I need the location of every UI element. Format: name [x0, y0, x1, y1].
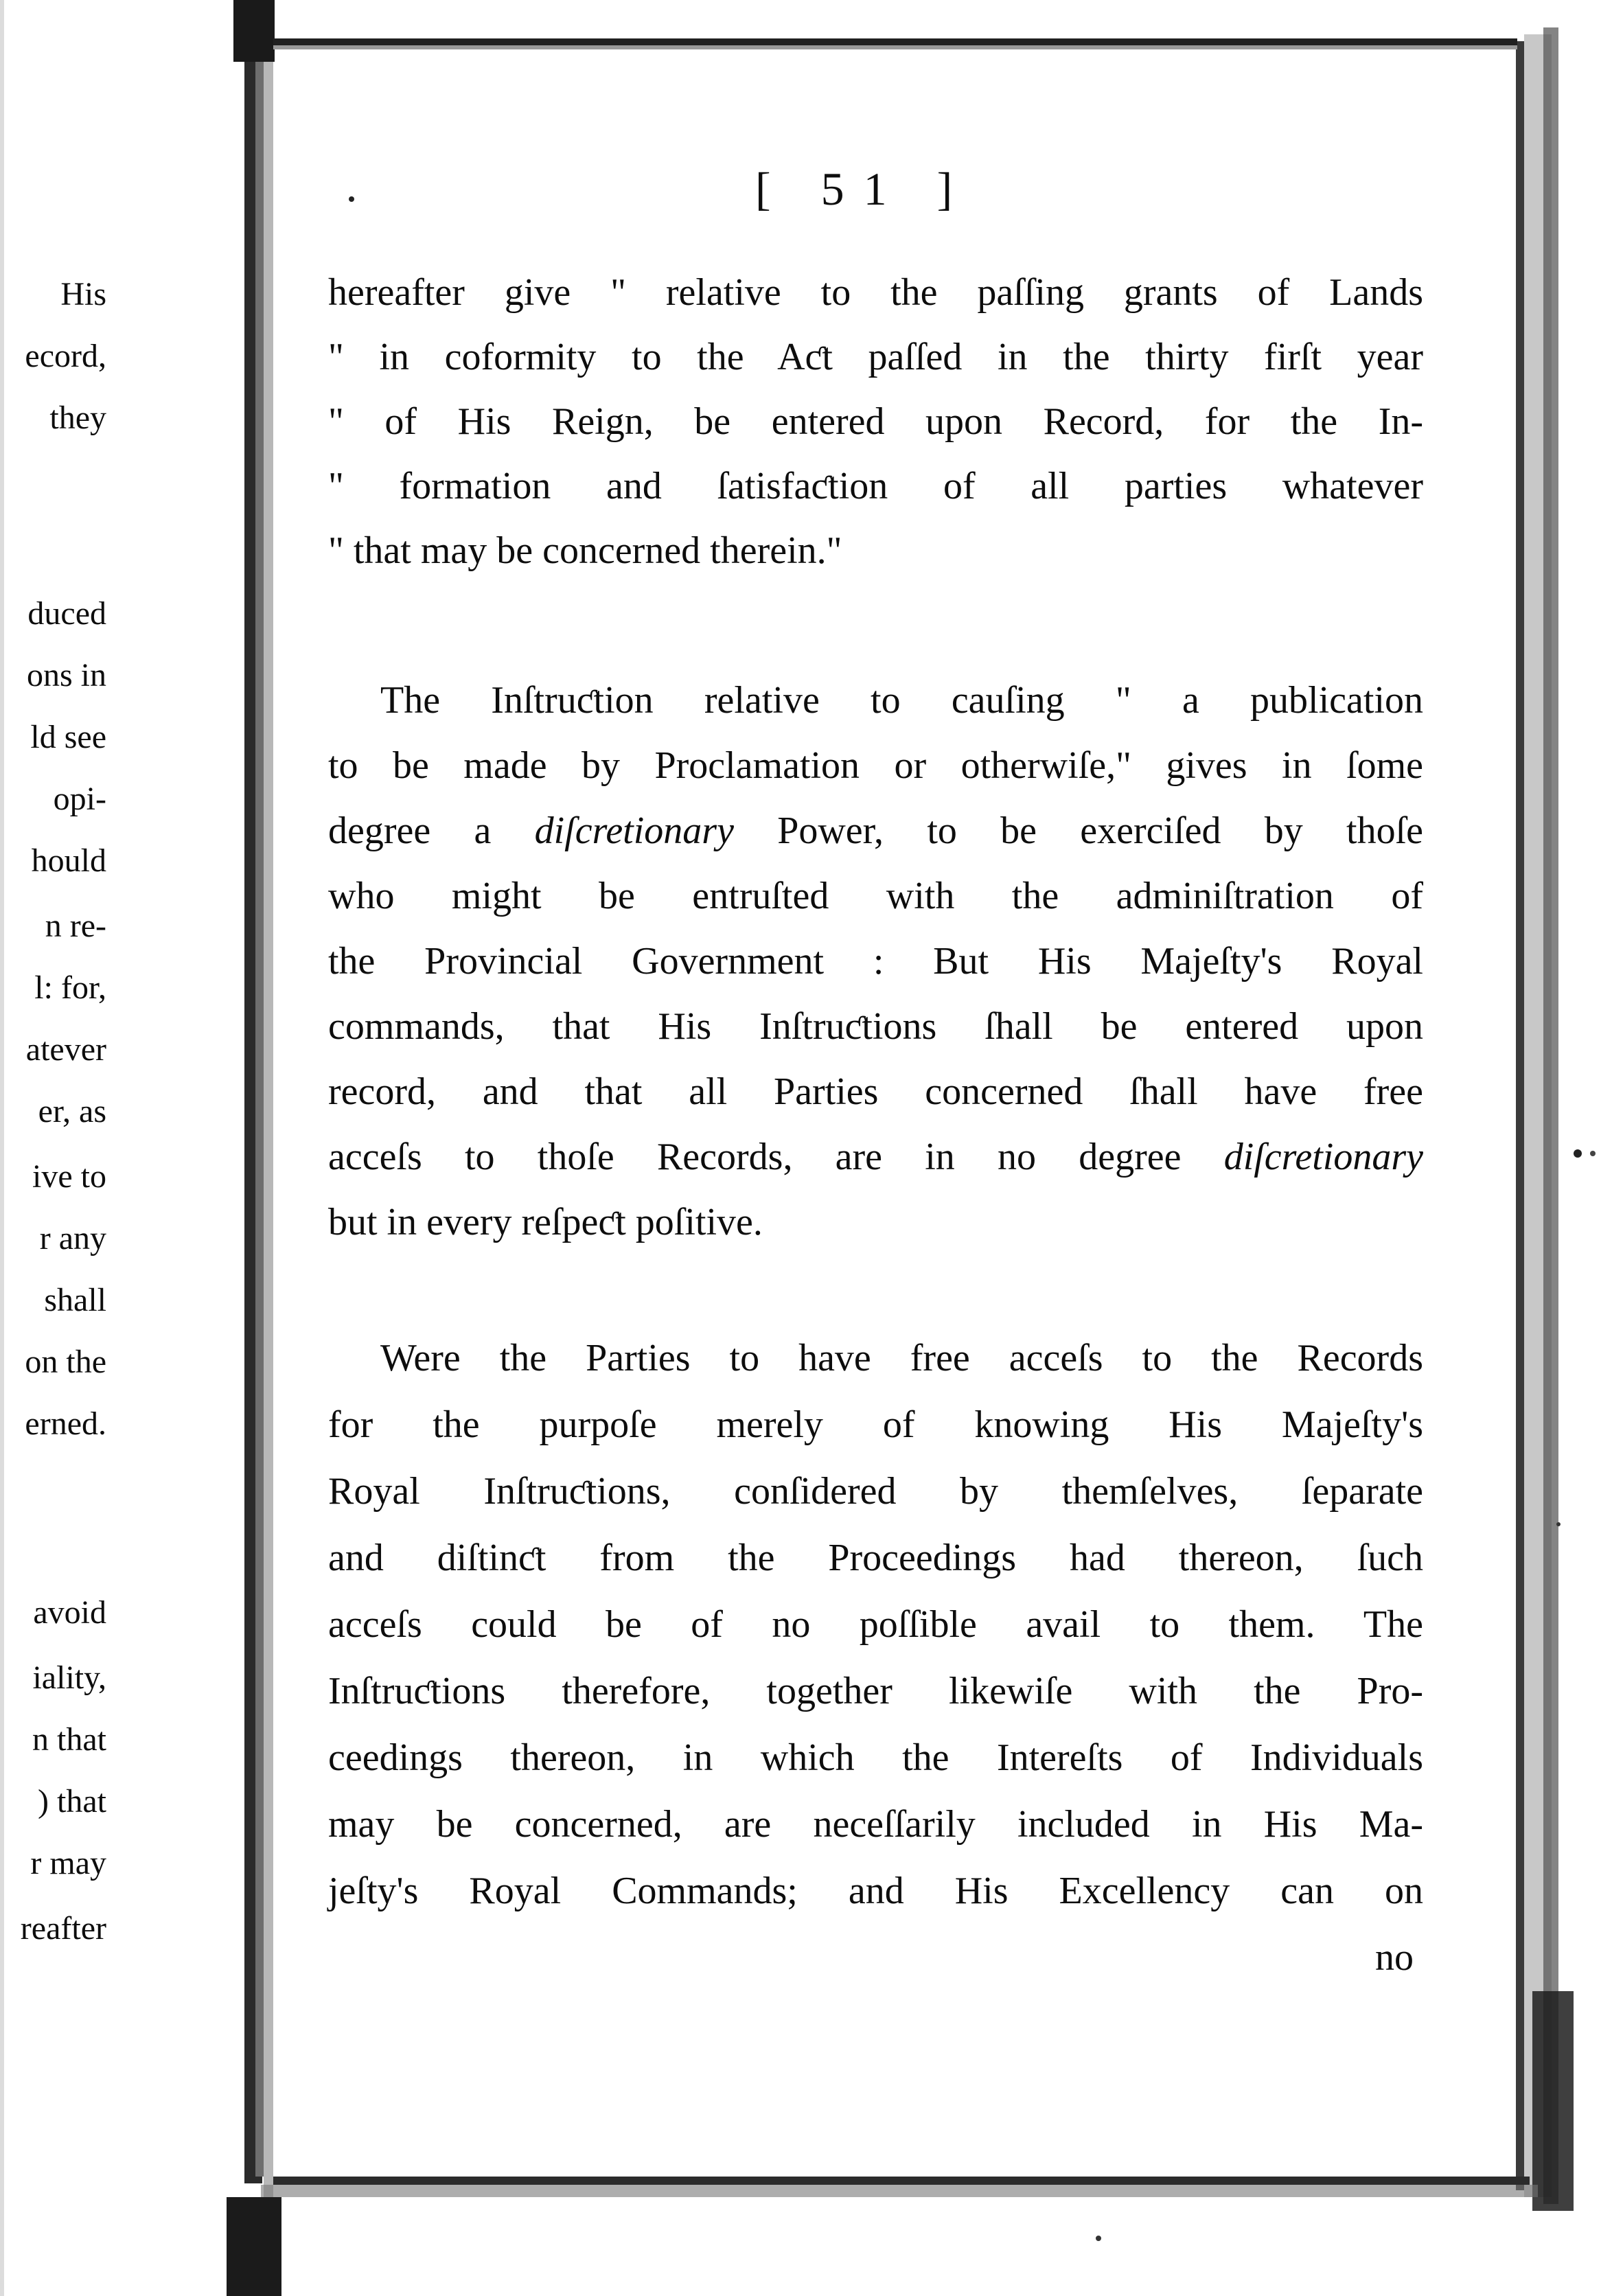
text-line: The Inſtruƈtion relative to cauſing " a publication [380, 679, 1423, 722]
text-line: Royal Inſtruƈtions, conſidered by themſelves, ſeparate [328, 1470, 1423, 1513]
facing-line: ive to [32, 1158, 106, 1195]
facing-line: r may [30, 1845, 106, 1881]
facing-line: His [60, 276, 106, 312]
text-line: Were the Parties to have free acceſs to the Records [380, 1337, 1423, 1379]
text-line: Inſtruƈtions therefore, together likewiſe with the Pro- [328, 1670, 1423, 1712]
facing-line: n re- [45, 908, 106, 944]
text-line: to be made by Proclamation or otherwiſe," gives in ſome [328, 744, 1423, 787]
facing-line: r any [39, 1220, 106, 1256]
facing-line: er, as [38, 1093, 106, 1129]
facing-line: they [49, 400, 106, 436]
italic-run: diſcretionary [534, 810, 734, 852]
text-line: jeſty's Royal Commands; and His Excellency can on [328, 1870, 1423, 1912]
facing-line: ons in [26, 657, 106, 693]
text-line: " of His Reign, be entered upon Record, for the In- [328, 400, 1423, 443]
text-line: but in every reſpeƈt poſitive. [328, 1201, 763, 1243]
text-run: Power, to be exerciſed by thoſe [733, 810, 1423, 852]
facing-line: reafter [20, 1910, 106, 1947]
text-line: " that may be concerned therein." [328, 529, 842, 572]
text-line: " in coformity to the Aƈt paſſed in the thirty firſt year [328, 336, 1423, 378]
facing-line: shall [44, 1282, 106, 1318]
facing-line: on the [25, 1344, 106, 1380]
facing-line: iality, [32, 1660, 106, 1696]
text-line: and diſtinƈt from the Proceedings had thereon, ſuch [328, 1537, 1423, 1579]
text-run: acceſs to thoſe Records, are in no degree [328, 1136, 1224, 1178]
facing-line: n that [32, 1721, 106, 1758]
facing-line: erned. [25, 1405, 106, 1442]
text-line: record, and that all Parties concerned ſhall have free [328, 1070, 1423, 1113]
facing-line: atever [25, 1031, 106, 1068]
facing-line: hould [31, 842, 106, 879]
text-run: degree a [328, 810, 535, 852]
facing-line: ) that [38, 1783, 106, 1819]
text-line: ceedings thereon, in which the Intereſts of Individuals [328, 1736, 1423, 1779]
italic-run: diſcretionary [1223, 1136, 1423, 1178]
text-line: for the purpoſe merely of knowing His Majeſty's [328, 1403, 1423, 1446]
facing-line: ld see [30, 719, 106, 755]
facing-page-text [0, 247, 113, 2032]
facing-line: ecord, [25, 338, 106, 374]
facing-line: avoid [33, 1594, 106, 1631]
text-line: " formation and ſatisfaƈtion of all parties whatever [328, 465, 1423, 507]
text-line: the Provincial Government : But His Majeſty's Royal [328, 940, 1423, 983]
catchword: no [1375, 1936, 1414, 1979]
text-line: hereafter give " relative to the paſſing grants of Lands [328, 271, 1423, 314]
facing-line: duced [27, 595, 106, 632]
text-line: commands, that His Inſtruƈtions ſhall be entered upon [328, 1005, 1423, 1048]
page-number: [ 51 ] [755, 163, 972, 215]
facing-line: l: for, [34, 969, 106, 1006]
text-line: acceſs could be of no poſſible avail to them. The [328, 1603, 1423, 1646]
text-line: may be concerned, are neceſſarily included in His Ma- [328, 1803, 1423, 1846]
text-line [328, 812, 1423, 850]
text-line [328, 1138, 1423, 1176]
text-line: who might be entruſted with the adminiſtration of [328, 875, 1423, 917]
facing-line: opi- [53, 781, 106, 817]
